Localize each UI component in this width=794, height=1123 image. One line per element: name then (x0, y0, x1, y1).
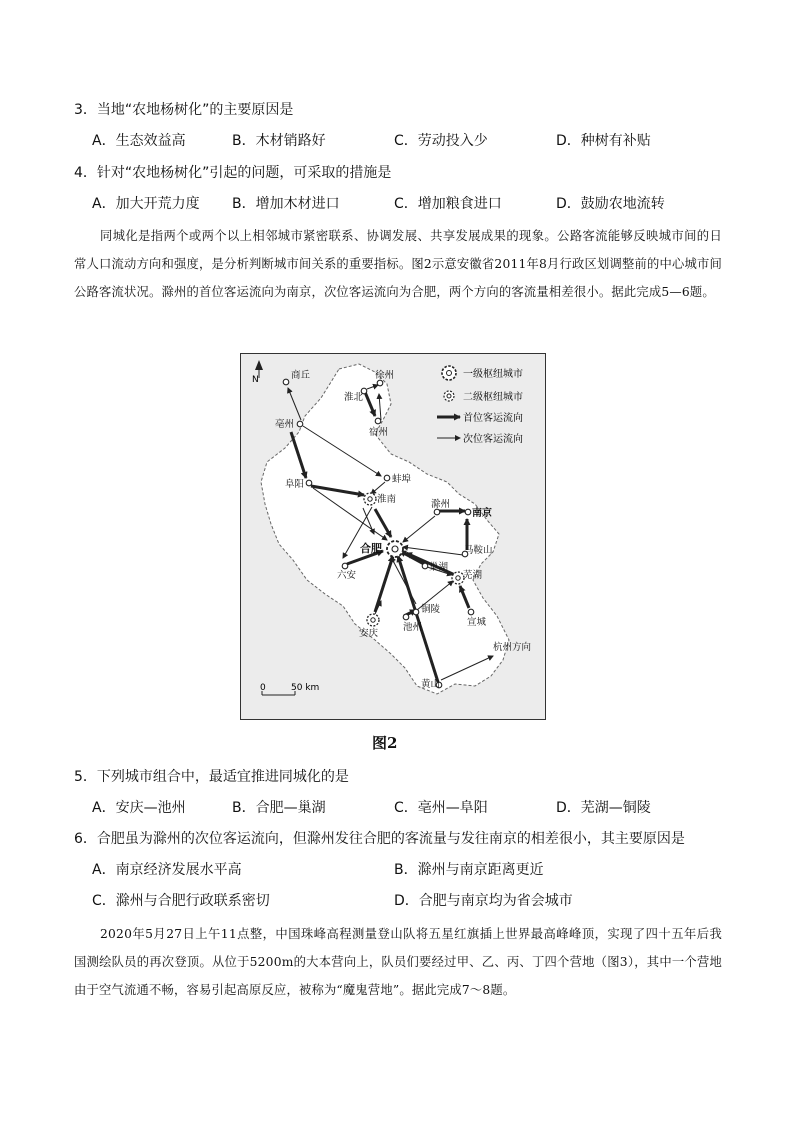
label-bengbu: 蚌埠 (392, 474, 412, 485)
q5-option-b[interactable]: B．合肥—巢湖 (232, 800, 326, 816)
label-bozhou: 亳州 (275, 419, 295, 430)
node-chuzhou (434, 509, 440, 515)
label-fuyang: 阜阳 (285, 479, 305, 490)
node-tongling (413, 609, 419, 615)
legend-secondary-label: 次位客运流向 (463, 434, 523, 445)
q6-option-d[interactable]: D．合肥与南京均为省会城市 (394, 893, 573, 909)
label-huainan: 淮南 (377, 494, 397, 505)
node-shangqiu (283, 379, 289, 385)
question-4-stem: 4．针对“农地杨树化”引起的问题，可采取的措施是 (74, 165, 392, 181)
question-6-stem: 6．合肥虽为滁州的次位客运流向，但滁州发往合肥的客流量与发往南京的相差很小，其主要原因是 (74, 831, 685, 847)
north-arrow (252, 360, 263, 385)
map-svg (241, 354, 544, 718)
legend (437, 366, 523, 445)
label-xuancheng: 宣城 (467, 617, 487, 628)
node-bengbu (384, 475, 390, 481)
q5-option-a[interactable]: A．安庆—池州 (92, 800, 186, 816)
label-huangshan: 黄山 (421, 679, 441, 690)
node-chizhou (403, 614, 409, 620)
q6-option-c[interactable]: C．滁州与合肥行政联系密切 (92, 893, 270, 909)
q3-option-b[interactable]: B．木材销路好 (232, 133, 326, 149)
label-shangqiu: 商丘 (291, 370, 311, 381)
node-fuyang (306, 480, 312, 486)
level1-hub-hefei (387, 541, 403, 557)
q3-option-a[interactable]: A．生态效益高 (92, 133, 186, 149)
label-anqing: 安庆 (359, 628, 379, 639)
node-xuzhou (377, 380, 383, 386)
label-chaohu: 巢湖 (429, 562, 449, 573)
figure-caption: 图2 (372, 734, 398, 752)
q4-option-b[interactable]: B．增加木材进口 (232, 196, 340, 212)
node-suzhou (375, 418, 381, 424)
label-tongling: 铜陵 (421, 604, 441, 615)
scale-label: 50 km (291, 683, 320, 693)
node-chaohu (422, 563, 428, 569)
q5-option-d[interactable]: D．芜湖—铜陵 (556, 800, 651, 816)
node-luan (342, 563, 348, 569)
label-luan: 六安 (337, 570, 357, 581)
node-bozhou (297, 421, 303, 427)
passage-tongchenghua: 同城化是指两个或两个以上相邻城市紧密联系、协调发展、共享发展成果的现象。公路客流能够反映城市间的日常人口流动方向和强度，是分析判断城市间关系的重要指标。图2示意安徽省2011年8月行政区划调整前的中心城市间公路客流状况。滁州的首位客运流向为南京，次位客运流向为合肥，两个方向的客流量相差很小。据此完成5—6题。 (74, 229, 722, 299)
legend-level2-label: 二级枢纽城市 (463, 392, 523, 403)
flow-bozhou-shangqiu (288, 388, 301, 420)
label-hefei: 合肥 (360, 542, 382, 555)
label-xuzhou: 徐州 (375, 370, 395, 381)
legend-level1-label: 一级枢纽城市 (463, 369, 523, 380)
figure-2-map (240, 353, 546, 720)
q3-option-d[interactable]: D．种树有补贴 (556, 133, 651, 149)
node-nanjing (465, 509, 471, 515)
legend-primary-label: 首位客运流向 (463, 413, 523, 424)
north-label: N (252, 375, 259, 385)
q4-option-c[interactable]: C．增加粮食进口 (394, 196, 502, 212)
label-wuhu: 芜湖 (463, 570, 483, 581)
q4-option-d[interactable]: D．鼓励农地流转 (556, 196, 665, 212)
question-5-stem: 5．下列城市组合中，最适宜推进同城化的是 (74, 769, 349, 785)
passage-everest: 2020年5月27日上午11点整，中国珠峰高程测量登山队将五星红旗插上世界最高峰峰顶，实现了四十五年后我国测绘队员的再次登顶。从位于5200m的大本营向上，队员们要经过甲、乙、丙、丁四个营地（图3），其中一个营地由于空气流通不畅，容易引起高原反应，被称为“魔鬼营地”。据此完成7～8题。 (74, 927, 722, 997)
scale-zero: 0 (260, 683, 266, 693)
label-hangzhou-direction: 杭州方向 (493, 642, 532, 653)
scale-bar (260, 683, 319, 695)
label-huaibei: 淮北 (344, 392, 364, 403)
q3-option-c[interactable]: C．劳动投入少 (394, 133, 488, 149)
label-nanjing: 南京 (472, 508, 492, 519)
q6-option-b[interactable]: B．滁州与南京距离更近 (394, 862, 544, 878)
q5-option-c[interactable]: C．亳州—阜阳 (394, 800, 488, 816)
node-xuancheng (468, 609, 474, 615)
q4-option-a[interactable]: A．加大开荒力度 (92, 196, 200, 212)
label-suzhou: 宿州 (369, 427, 389, 438)
label-maanshan: 马鞍山 (464, 545, 493, 556)
label-chuzhou: 滁州 (431, 499, 451, 510)
question-3-stem: 3．当地“农地杨树化”的主要原因是 (74, 102, 294, 118)
q6-option-a[interactable]: A．南京经济发展水平高 (92, 862, 242, 878)
label-chizhou: 池州 (403, 622, 423, 633)
